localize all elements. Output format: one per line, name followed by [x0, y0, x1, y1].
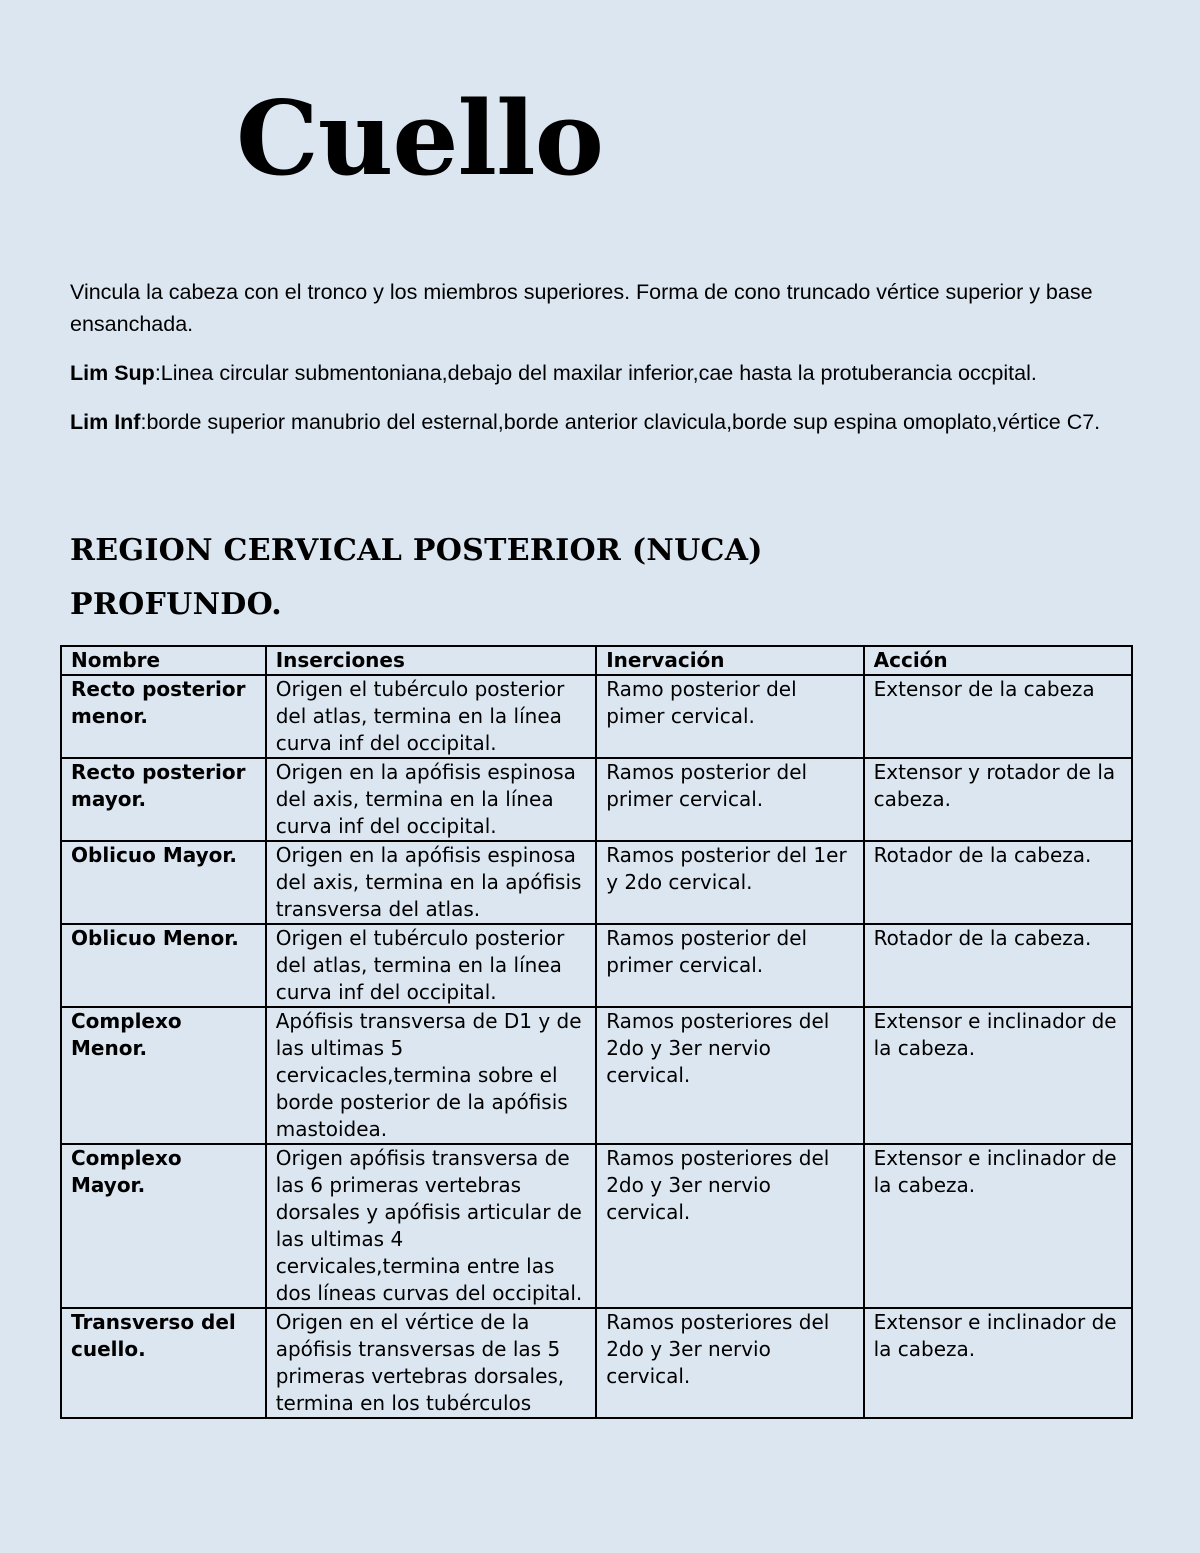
cell-inervacion: Ramos posterior del 1er y 2do cervical.	[596, 841, 863, 924]
lim-sup-paragraph	[70, 357, 1130, 389]
cell-nombre: Complexo Menor.	[61, 1007, 266, 1144]
cell-inervacion: Ramos posteriores del 2do y 3er nervio cervical.	[596, 1007, 863, 1144]
cell-nombre: Recto posterior menor.	[61, 675, 266, 758]
cell-inserciones: Origen el tubérculo posterior del atlas, termina en la línea curva inf del occipital.	[266, 675, 596, 758]
cell-inserciones: Origen el tubérculo posterior del atlas, termina en la línea curva inf del occipital.	[266, 924, 596, 1007]
cell-inervacion: Ramos posteriores del 2do y 3er nervio cervical.	[596, 1308, 863, 1418]
lim-inf-text: :borde superior manubrio del esternal,borde anterior clavicula,borde sup espina omoplato,vértice C7.	[140, 410, 1101, 434]
cell-inervacion: Ramos posterior del primer cervical.	[596, 924, 863, 1007]
header-inervacion: Inervación	[596, 646, 863, 675]
table-row	[61, 1007, 1132, 1144]
cell-inervacion: Ramos posteriores del 2do y 3er nervio cervical.	[596, 1144, 863, 1308]
cell-accion: Extensor e inclinador de la cabeza.	[864, 1144, 1132, 1308]
cell-nombre: Recto posterior mayor.	[61, 758, 266, 841]
cell-accion: Rotador de la cabeza.	[864, 841, 1132, 924]
cell-inserciones: Origen en el vértice de la apófisis transversas de las 5 primeras vertebras dorsales, termina en los tubérculos	[266, 1308, 596, 1418]
cell-nombre: Transverso del cuello.	[61, 1308, 266, 1418]
cell-inserciones: Origen apófisis transversa de las 6 primeras vertebras dorsales y apófisis articular de las ultimas 4 cervicales,termina entre las dos líneas curvas del occipital.	[266, 1144, 596, 1308]
cell-accion: Extensor de la cabeza	[864, 675, 1132, 758]
lim-inf-label: Lim Inf	[70, 410, 141, 434]
table-row	[61, 924, 1132, 1007]
intro-paragraph: Vincula la cabeza con el tronco y los miembros superiores. Forma de cono truncado vértice superior y base ensanchada.	[70, 280, 1093, 336]
muscle-table	[60, 645, 1133, 1419]
cell-inervacion: Ramo posterior del pimer cervical.	[596, 675, 863, 758]
section-heading	[70, 524, 1070, 632]
cell-nombre: Oblicuo Menor.	[61, 924, 266, 1007]
section-heading-line-2: PROFUNDO.	[70, 587, 283, 622]
table-row	[61, 841, 1132, 924]
cell-accion: Extensor y rotador de la cabeza.	[864, 758, 1132, 841]
cell-accion: Rotador de la cabeza.	[864, 924, 1132, 1007]
table-row	[61, 1308, 1132, 1418]
cell-inervacion: Ramos posterior del primer cervical.	[596, 758, 863, 841]
cell-inserciones: Origen en la apófisis espinosa del axis, termina en la apófisis transversa del atlas.	[266, 841, 596, 924]
header-inserciones: Inserciones	[266, 646, 596, 675]
cell-inserciones: Apófisis transversa de D1 y de las ultimas 5 cervicacles,termina sobre el borde posterior de la apófisis mastoidea.	[266, 1007, 596, 1144]
intro-section	[70, 276, 1130, 455]
table-row	[61, 1144, 1132, 1308]
cell-inserciones: Origen en la apófisis espinosa del axis, termina en la línea curva inf del occipital.	[266, 758, 596, 841]
lim-inf-paragraph	[70, 406, 1130, 438]
lim-sup-label: Lim Sup	[70, 361, 155, 385]
table-header-row	[61, 646, 1132, 675]
header-accion: Acción	[864, 646, 1132, 675]
page-title: Cuello	[236, 78, 603, 199]
table-row	[61, 758, 1132, 841]
cell-nombre: Complexo Mayor.	[61, 1144, 266, 1308]
cell-nombre: Oblicuo Mayor.	[61, 841, 266, 924]
header-nombre: Nombre	[61, 646, 266, 675]
section-heading-line-1: REGION CERVICAL POSTERIOR (NUCA)	[70, 533, 763, 568]
cell-accion: Extensor e inclinador de la cabeza.	[864, 1308, 1132, 1418]
lim-sup-text: :Linea circular submentoniana,debajo del maxilar inferior,cae hasta la protuberancia occpital.	[154, 361, 1037, 385]
cell-accion: Extensor e inclinador de la cabeza.	[864, 1007, 1132, 1144]
table-row	[61, 675, 1132, 758]
